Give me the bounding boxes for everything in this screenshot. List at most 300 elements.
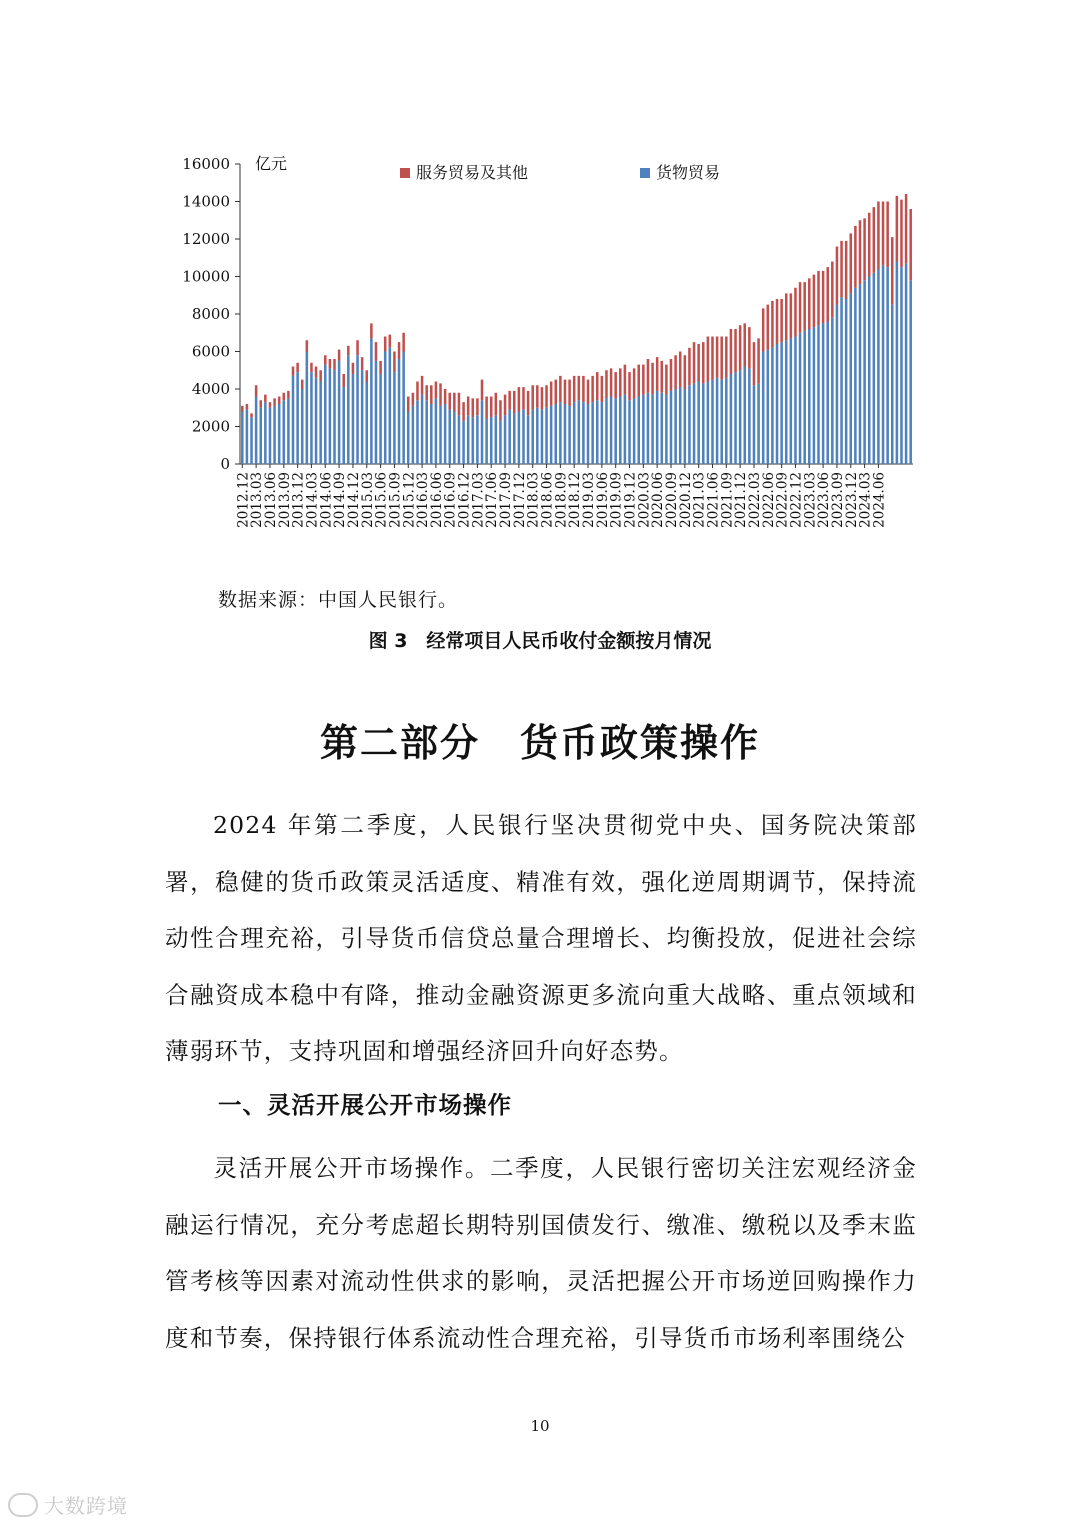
bar-goods [633,398,636,464]
bar-services [628,372,631,400]
bar-goods [799,333,802,464]
bar-services [306,340,309,351]
bar-services [780,299,783,342]
bar-services [296,363,299,372]
paragraph-intro-text: 2024 年第二季度，人民银行坚决贯彻党中央、国务院决策部署，稳健的货币政策灵活适度、精准有效，强化逆周期调节，保持流动性合理充裕，引导货币信贷总量合理增长、均衡投放，促进社会综合融资成本稳中有降，推动金融资源更多流向重大战略、重点领域和薄弱环节，支持巩固和增强经济回升向好态势。 [165,811,917,1065]
bar-goods [743,367,746,465]
bar-goods [439,406,442,464]
bar-goods [283,400,286,464]
bar-goods [840,297,843,464]
bar-services [416,382,419,401]
bar-services [762,308,765,351]
bar-goods [601,402,604,464]
legend-swatch [400,168,410,178]
bar-goods [863,280,866,464]
x-tick-label: 2019.09 [608,472,625,528]
y-tick-label: 4000 [191,380,230,398]
bar-goods [319,382,322,465]
bar-goods [453,412,456,465]
bar-services [601,376,604,402]
bar-goods [545,408,548,464]
bar-services [430,385,433,404]
x-tick-label: 2017.09 [498,472,515,528]
bar-goods [803,331,806,464]
bar-services [472,398,475,417]
bar-services [803,282,806,331]
bar-goods [688,385,691,464]
figure-caption: 图 3 经常项目人民币收付金额按月情况 [368,630,712,652]
y-tick-label: 6000 [191,342,230,361]
x-tick-label: 2018.06 [539,472,556,528]
bar-goods [564,404,567,464]
bar-services [785,293,788,340]
bar-goods [647,393,650,464]
x-tick-label: 2014.03 [304,472,321,528]
bar-goods [333,370,336,464]
bar-goods [674,389,677,464]
bar-goods [361,370,364,464]
bar-goods [578,400,581,464]
bar-services [836,247,839,305]
bar-services [361,357,364,370]
bar-goods [905,263,908,464]
bar-services [909,209,912,280]
bar-services [822,271,825,324]
bar-services [379,361,382,374]
bar-goods [614,398,617,464]
legend-label: 货物贸易 [656,163,721,182]
bar-goods [776,344,779,464]
bar-goods [661,393,664,464]
bar-goods [785,340,788,464]
bar-services [642,365,645,395]
bar-goods [458,415,461,464]
bar-services [495,393,498,416]
bar-services [688,348,691,386]
bar-services [684,355,687,389]
x-tick-label: 2015.03 [359,472,376,528]
x-tick-label: 2013.09 [276,472,293,528]
bar-services [716,337,719,378]
bar-services [412,393,415,406]
bar-goods [384,352,387,465]
bar-goods [416,400,419,464]
bar-services [757,338,760,383]
bar-goods [610,397,613,465]
bar-goods [826,322,829,465]
bar-services [697,344,700,382]
bar-services [246,404,249,410]
bar-goods [301,389,304,464]
part-title: 第二部分 货币政策操作 [319,721,760,765]
bar-services [287,391,290,399]
bar-services [310,363,313,372]
bar-services [499,400,502,421]
bar-goods [370,338,373,464]
x-tick-label: 2017.06 [484,472,501,528]
bar-goods [421,395,424,464]
bar-goods [379,374,382,464]
bar-services [651,363,654,395]
bar-goods [513,413,516,464]
bar-services [868,213,871,277]
bar-goods [624,395,627,464]
bar-services [840,241,843,297]
y-tick-label: 8000 [191,305,230,323]
x-tick-label: 2020.06 [650,472,667,528]
bar-services [845,241,848,299]
bar-services [508,391,511,410]
x-tick-label: 2018.09 [553,472,570,528]
bar-services [596,372,599,400]
bar-services [771,301,774,348]
x-tick-label: 2013.06 [262,472,279,528]
paragraph-open-market [165,1140,917,1366]
bar-services [808,278,811,329]
bar-goods [342,387,345,464]
bar-services [485,397,488,420]
bar-goods [591,402,594,464]
bar-goods [702,383,705,464]
bar-services [541,387,544,410]
bar-goods [822,323,825,464]
bar-services [453,393,456,412]
bar-services [753,342,756,385]
x-tick-label: 2020.12 [677,472,694,528]
bar-services [896,196,899,262]
bar-services [338,350,341,361]
watermark [8,1490,128,1519]
bar-goods [444,404,447,464]
bar-goods [389,348,392,464]
bar-goods [587,404,590,464]
y-tick-label: 10000 [182,267,230,286]
bar-services [329,359,332,368]
paragraph-lead: 灵活开展公开市场操作。 [213,1154,491,1182]
x-tick-label: 2022.09 [774,472,791,528]
bar-goods [375,361,378,464]
bar-services [905,194,908,263]
bar-services [578,376,581,400]
bar-goods [582,402,585,464]
bar-goods [296,372,299,464]
bar-services [891,237,894,305]
bar-services [633,368,636,398]
bar-goods [527,415,530,464]
y-tick-label: 12000 [182,230,230,248]
bar-services [241,406,244,412]
bar-services [873,207,876,273]
bar-goods [338,361,341,464]
bar-services [702,342,705,383]
bar-goods [642,395,645,464]
x-tick-label: 2018.03 [525,472,542,528]
bar-goods [462,421,465,464]
x-tick-label: 2021.06 [705,472,722,528]
bar-services [582,376,585,402]
bar-goods [716,378,719,464]
bar-services [301,380,304,389]
bar-services [352,363,355,374]
x-tick-label: 2015.12 [401,472,418,528]
bar-services [462,402,465,421]
bar-goods [485,419,488,464]
bar-goods [329,368,332,464]
bar-goods [873,273,876,464]
bar-services [283,393,286,401]
bar-goods [278,404,281,464]
bar-services [467,397,470,416]
bar-services [661,361,664,393]
page-number: 10 [530,1417,550,1435]
bar-services [425,385,428,400]
x-tick-label: 2016.09 [442,472,459,528]
x-tick-label: 2016.12 [456,472,473,528]
bar-goods [628,400,631,464]
bar-goods [748,368,751,464]
bar-goods [813,327,816,464]
bar-services [877,202,880,270]
bar-goods [909,280,912,464]
bar-services [333,359,336,370]
bar-goods [859,284,862,464]
bar-goods [767,350,770,464]
bar-goods [292,376,295,464]
x-tick-label: 2023.12 [843,472,860,528]
bar-services [707,337,710,382]
bar-goods [794,337,797,465]
bar-services [859,220,862,284]
legend-label: 服务贸易及其他 [416,163,529,182]
bar-goods [780,342,783,464]
bar-services [545,385,548,408]
x-tick-label: 2014.09 [332,472,349,528]
watermark-logo-icon [8,1493,38,1517]
x-tick-label: 2020.03 [636,472,653,528]
y-tick-label: 16000 [182,155,230,173]
bar-services [481,380,484,401]
bar-services [850,233,853,293]
bar-goods [596,400,599,464]
bar-goods [306,352,309,465]
bar-goods [831,318,834,464]
bar-goods [808,329,811,464]
bar-goods [490,417,493,464]
bar-services [522,387,525,410]
bar-services [356,340,359,355]
bar-goods [425,400,428,464]
bar-goods [273,406,276,464]
bar-services [900,200,903,268]
paragraph-open-market-text: 二季度，人民银行密切关注宏观经济金融运行情况，充分考虑超长期特别国债发行、缴准、缴税以及季末监管考核等因素对流动性供求的影响，灵活把握公开市场逆回购操作力度和节奏，保持银行体系流动性合理充裕，引导货币市场利率围绕公 [165,1154,917,1352]
x-tick-label: 2016.06 [428,472,445,528]
bar-services [711,337,714,380]
bar-goods [481,400,484,464]
bar-services [587,380,590,404]
bar-services [794,288,797,337]
bar-goods [310,372,313,464]
bar-goods [651,395,654,464]
bar-goods [790,338,793,464]
bar-services [776,299,779,344]
bar-goods [347,355,350,464]
bar-goods [665,395,668,464]
bar-goods [264,402,267,464]
bar-goods [430,404,433,464]
bar-services [624,365,627,395]
bar-goods [259,408,262,464]
bar-services [393,352,396,373]
bar-services [435,382,438,399]
bar-goods [720,380,723,464]
bar-goods [845,299,848,464]
bar-services [863,218,866,280]
bar-services [536,385,539,408]
x-tick-label: 2013.03 [249,472,266,528]
bar-goods [559,402,562,464]
bar-services [637,365,640,397]
bar-goods [402,352,405,465]
bar-services [674,355,677,389]
legend-swatch [640,168,650,178]
bar-goods [891,305,894,464]
bar-services [725,337,728,378]
bar-services [826,267,829,321]
x-tick-label: 2023.03 [802,472,819,528]
bar-goods [472,417,475,464]
bar-goods [854,288,857,464]
bar-services [614,372,617,398]
bar-goods [536,408,539,464]
x-tick-label: 2021.12 [733,472,750,528]
bar-goods [324,365,327,464]
bar-services [665,365,668,395]
bar-services [748,327,751,368]
x-tick-label: 2022.12 [788,472,805,528]
bar-services [518,387,521,411]
bar-goods [541,410,544,464]
bar-services [591,376,594,402]
x-tick-label: 2022.06 [760,472,777,528]
current-account-rmb-chart [150,140,930,560]
bar-goods [504,415,507,464]
bar-goods [554,404,557,464]
y-tick-label: 14000 [182,192,230,211]
bar-goods [684,389,687,464]
bar-goods [241,412,244,465]
y-tick-label: 0 [220,455,230,473]
bar-goods [637,397,640,465]
watermark-text: 大数跨境 [44,1494,128,1518]
x-tick-label: 2024.06 [871,472,888,528]
bar-goods [495,415,498,464]
y-tick-label: 2000 [191,417,230,436]
bar-services [767,305,770,350]
x-tick-label: 2019.03 [581,472,598,528]
bar-goods [817,325,820,464]
bar-services [559,376,562,402]
bar-goods [730,374,733,464]
bar-services [292,367,295,376]
bar-goods [896,262,899,465]
bar-goods [287,398,290,464]
x-tick-label: 2015.09 [387,472,404,528]
bar-services [886,202,889,268]
bar-services [564,380,567,404]
bar-services [573,376,576,402]
x-tick-label: 2021.09 [719,472,736,528]
bar-services [398,342,401,359]
bar-services [730,329,733,374]
bar-goods [605,398,608,464]
bar-services [273,398,276,406]
bar-services [647,359,650,393]
bar-goods [850,293,853,464]
y-axis-unit-label: 亿元 [255,154,288,173]
bar-services [513,391,516,414]
bar-services [679,352,682,388]
x-tick-label: 2020.09 [663,472,680,528]
x-tick-label: 2017.03 [470,472,487,528]
bar-services [278,397,281,405]
bar-goods [573,402,576,464]
bar-goods [508,410,511,464]
bar-services [402,333,405,352]
bar-goods [734,372,737,464]
section-heading: 一、灵活开展公开市场操作 [218,1091,512,1119]
x-tick-label: 2021.03 [691,472,708,528]
bar-services [347,346,350,355]
bar-goods [522,410,525,464]
x-tick-label: 2015.06 [373,472,390,528]
bar-goods [531,410,534,464]
bar-services [813,275,816,328]
bar-services [817,271,820,325]
bar-services [739,325,742,370]
x-tick-label: 2018.12 [567,472,584,528]
bar-goods [365,382,368,465]
x-tick-label: 2024.03 [857,472,874,528]
bar-goods [877,269,880,464]
bar-goods [246,410,249,464]
bar-goods [356,355,359,464]
bar-services [527,391,530,415]
bar-services [342,374,345,387]
bar-goods [568,406,571,464]
x-tick-label: 2016.03 [415,472,432,528]
bar-services [656,357,659,391]
bar-goods [707,382,710,465]
bar-services [319,370,322,381]
bar-goods [467,415,470,464]
bar-services [315,367,318,378]
bar-services [444,389,447,404]
bar-services [370,323,373,338]
bar-services [365,370,368,381]
bar-services [504,395,507,416]
bar-goods [255,397,258,465]
bar-services [693,342,696,383]
x-tick-label: 2013.12 [290,472,307,528]
bar-services [476,398,479,415]
bar-goods [448,410,451,464]
bar-goods [679,387,682,464]
bar-services [531,385,534,409]
bar-services [720,337,723,380]
bar-services [854,226,857,288]
bar-services [610,368,613,396]
bar-services [568,380,571,406]
